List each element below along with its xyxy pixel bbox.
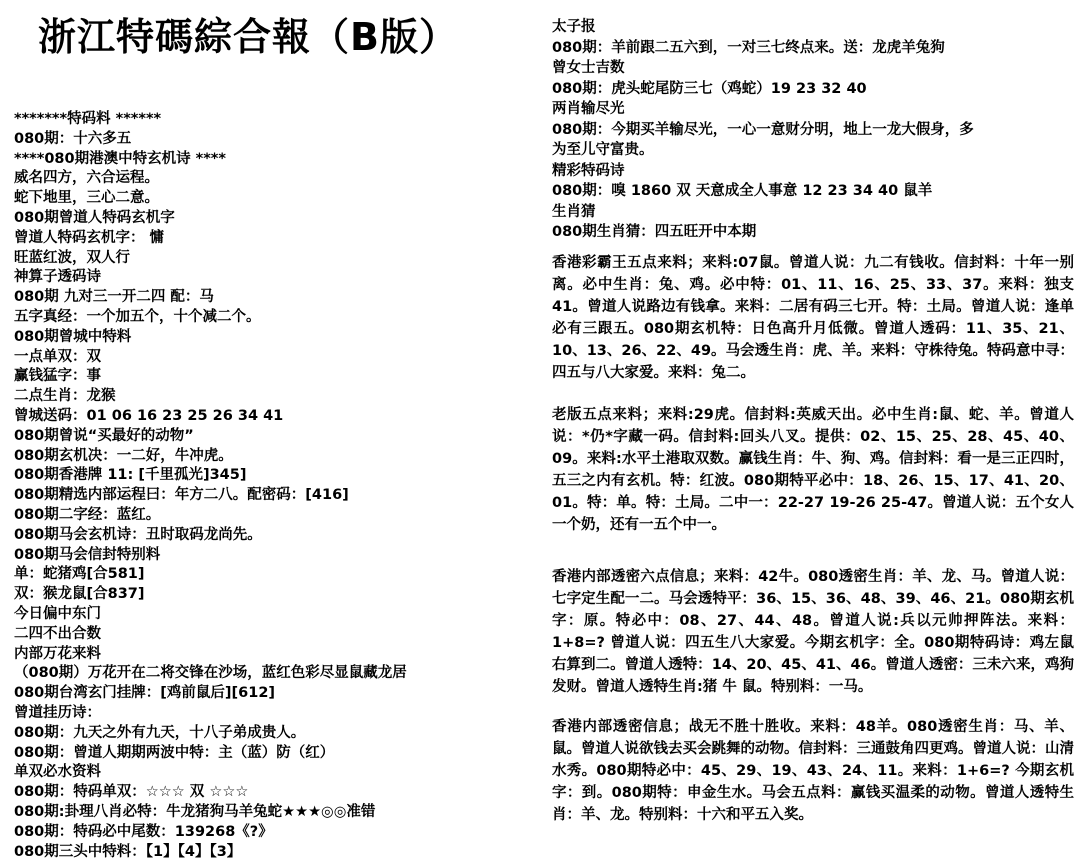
left-text-line: 威名四方，六合运程。 xyxy=(14,170,159,187)
left-text-line: 080期香港牌 11: [千里孤光]345] xyxy=(14,467,247,484)
left-text-line: 080期曾城中特料 xyxy=(14,328,132,345)
right-text-line: 曾女士吉数 xyxy=(552,60,625,76)
right-text-line: 太子报 xyxy=(552,19,596,35)
left-text-line: *******特码料 ****** xyxy=(14,111,162,127)
left-text-line: 曾道挂历诗： xyxy=(14,705,101,721)
left-text-line: （080期）万花开在二将交锋在沙场，蓝红色彩尽显鼠藏龙居 xyxy=(14,665,407,682)
left-text-line: 曾道人特码玄机字： 慵 xyxy=(14,229,165,246)
right-text-line: 为至儿守富贵。 xyxy=(552,142,654,158)
info-paragraph: 香港内部透密信息；战无不胜十胜收。来料：48羊。080透密生肖：马、羊、鼠。曾道人说欲钱去买会跳舞的动物。信封料：三通鼓角四更鸡。曾道人说：山清水秀。080期特必中：45、29、19、43、24、11。来料：1+6=? 今期玄机字：到。080期特：申金生水。马会五点料：赢钱买温柔的动物。曾道人透特生肖：羊、龙。特别料：十六和平五入奖。 xyxy=(552,719,1074,823)
left-text-line: 080期台湾玄门挂牌：[鸡前鼠后][612] xyxy=(14,685,276,702)
left-text-line: 080期曾说“买最好的动物” xyxy=(14,427,194,444)
info-paragraph: 老版五点来料；来料:29虎。信封料:英威天出。必中生肖:鼠、蛇、羊。曾道人说：*仍*字藏一码。信封料:回头八叉。提供：02、15、25、28、45、40、09。来料:水平土港取双数。赢钱生肖：牛、狗、鸡。信封料：看一是三正四时，五三之内有玄机。特：红波。080期特平必中：18、26、15、17、41、20、01。特：单。特：土局。二中一：22-27 19-26 25-47。曾道人说：五个女人一个奶，还有一五个中一。 xyxy=(552,407,1074,533)
left-text-line: 单双必水资料 xyxy=(14,764,101,781)
left-text-line: 080期：十六多五 xyxy=(14,130,132,147)
right-text-line: 精彩特码诗 xyxy=(552,162,625,179)
right-text-line: 两肖输尽光 xyxy=(552,101,625,117)
left-text-line: 080期：曾道人期期两波中特：主（蓝）防（红） xyxy=(14,744,335,761)
left-text-line: 今日偏中东门 xyxy=(14,606,101,622)
right-text-line: 080期：嗅 1860 双 天意成全人事意 12 23 34 40 鼠羊 xyxy=(552,183,933,199)
left-text-line: 080期马会玄机诗：丑时取码龙尚先。 xyxy=(14,526,262,543)
right-text-line: 080期：虎头蛇尾防三七（鸡蛇）19 23 32 40 xyxy=(552,80,867,97)
left-text-line: 五字真经：一个加五个，十个减二个。 xyxy=(14,309,261,325)
left-text-line: 一点单双：双 xyxy=(14,348,101,365)
left-text-line: 旺蓝红波，双人行 xyxy=(14,249,130,266)
left-text-line: 080期马会信封特别料 xyxy=(14,546,161,563)
left-text-line: 080期：特码必中尾数：139268《?》 xyxy=(14,823,273,840)
left-text-line: 080期三头中特料：【1】【4】【3】 xyxy=(14,843,242,860)
left-text-line: 080期曾道人特码玄机字 xyxy=(14,210,175,226)
left-text-line: 神算子透码诗 xyxy=(14,269,101,286)
newspaper-title: 浙江特碼綜合報（B版） xyxy=(38,15,458,59)
left-text-line: 080期:卦理八肖必特：牛龙猪狗马羊兔蛇★★★◎◎准错 xyxy=(14,804,376,820)
right-text-line: 080期：今期买羊输尽光，一心一意财分明，地上一龙大假身，多 xyxy=(552,121,974,138)
left-text-line: 080期 九对三一开二四 配：马 xyxy=(14,289,214,306)
right-text-line: 080期生肖猜：四五旺开中本期 xyxy=(552,224,757,240)
left-text-line: 内部万花来料 xyxy=(14,645,101,662)
left-text-line: 双：猴龙鼠[合837] xyxy=(14,586,145,603)
left-text-line: 080期：九天之外有九天，十八子弟成贵人。 xyxy=(14,724,306,741)
right-text-line: 生肖猜 xyxy=(552,203,596,220)
left-text-line: 080期：特码单双：☆☆☆ 双 ☆☆☆ xyxy=(14,784,249,801)
left-text-line: 080期二字经：蓝红。 xyxy=(14,507,161,523)
left-text-line: 曾城送码：01 06 16 23 25 26 34 41 xyxy=(14,408,284,424)
left-text-line: 二四不出合数 xyxy=(14,625,101,642)
right-text-line: 080期：羊前跟二五六到，一对三七终点来。送：龙虎羊兔狗 xyxy=(552,39,945,56)
left-text-line: ****080期港澳中特玄机诗 **** xyxy=(14,150,226,167)
info-paragraph: 香港内部透密六点信息；来料：42牛。080透密生肖：羊、龙、马。曾道人说：七字定生配一二。马会透特平：36、15、36、48、39、46、21。080期玄机字：原。特必中：08、27、44、48。曾道人说:兵以元帅押阵法。来料：1+8=? 曾道人说：四五生八大家爱。今期玄机字：全。080期特码诗：鸡左鼠右算到二。曾道人透特：14、20、45、41、46。曾道人透密：三未六来，鸡狗发财。曾道人透特生肖:猪 牛 鼠。特别料：一马。 xyxy=(552,569,1074,695)
left-text-line: 单：蛇猪鸡[合581] xyxy=(14,566,145,583)
left-text-line: 赢钱猛字：事 xyxy=(14,368,101,385)
left-text-line: 080期玄机决：一二好，牛冲虎。 xyxy=(14,447,233,464)
left-text-line: 080期精选内部运程曰：年方二八。配密码：[416] xyxy=(14,487,349,504)
left-text-line: 二点生肖：龙猴 xyxy=(14,388,116,405)
left-text-line: 蛇下地里，三心二意。 xyxy=(14,190,159,207)
info-paragraph: 香港彩霸王五点来料；来料:07鼠。曾道人说：九二有钱收。信封料：十年一别离。必中生肖：兔、鸡。必中特：01、11、16、25、33、37。来料：独支41。曾道人说路边有钱拿。来料：二居有码三七开。特：土局。曾道人说：逢单必有三跟五。080期玄机特：日色高升月低微。曾道人透码：11、35、21、10、13、26、22、49。马会透生肖：虎、羊。来料：守株待兔。特码意中寻：四五与八大家爱。来料：兔二。 xyxy=(552,255,1074,381)
